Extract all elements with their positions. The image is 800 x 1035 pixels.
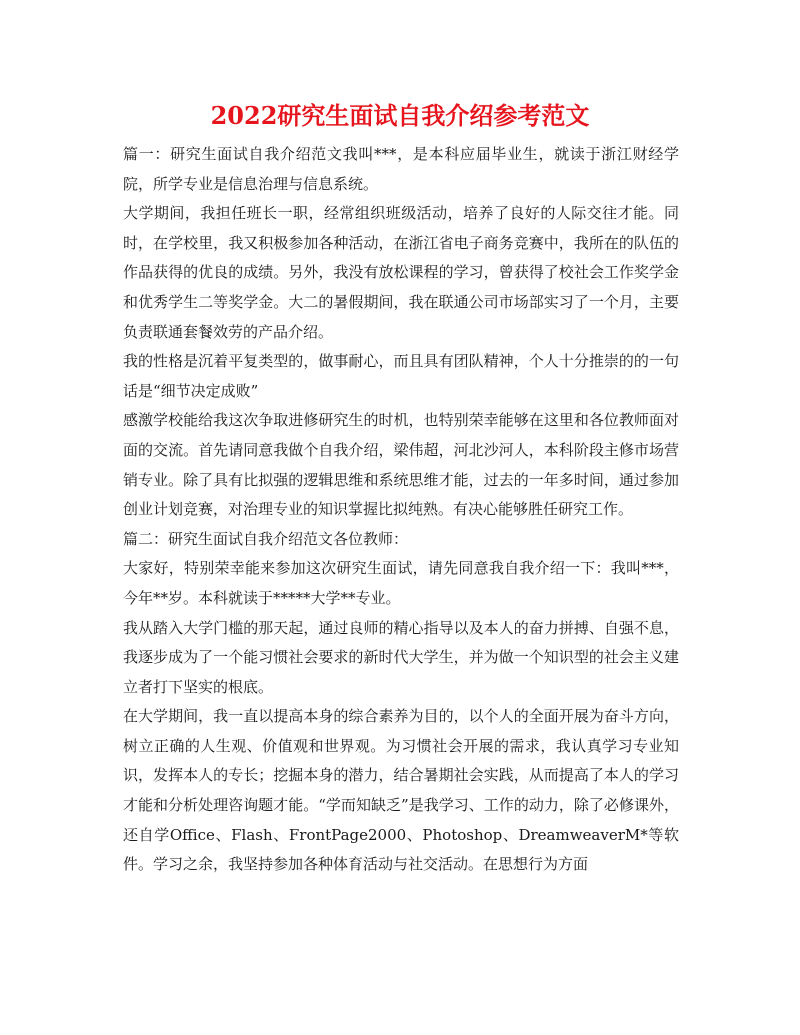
paragraph-4: 感激学校能给我这次争取进修研究生的时机，也特别荣幸能够在这里和各位教师面对面的交流。首先请同意我做个自我介绍，梁伟超，河北沙河人，本科阶段主修市场营销专业。除了具有比拟强的逻辑思维和系统思维才能，过去的一年多时间，通过参加创业计划竞赛，对治理专业的知识掌握比拟纯熟。有决心能够胜任研究工作。 (123, 411, 679, 519)
paragraph-3: 我的性格是沉着平复类型的，做事耐心，而且具有团队精神，个人十分推崇的的一句话是“细节决定成败” (123, 352, 679, 400)
paragraph-7: 我从踏入大学门槛的那天起，通过良师的精心指导以及本人的奋力拼搏、自强不息，我逐步成为了一个能习惯社会要求的新时代大学生，并为做一个知识型的社会主义建立者打下坚实的根底。 (123, 618, 679, 696)
paragraph-1: 篇一：研究生面试自我介绍范文我叫***，是本科应届毕业生，就读于浙江财经学院，所学专业是信息治理与信息系统。 (123, 145, 679, 193)
document-title: 2022研究生面试自我介绍参考范文 (210, 101, 590, 130)
paragraph-8: 在大学期间，我一直以提高本身的综合素养为目的，以个人的全面开展为奋斗方向，树立正确的人生观、价值观和世界观。为习惯社会开展的需求，我认真学习专业知识，发挥本人的专长；挖掘本身的潜力，结合暑期社会实践，从而提高了本人的学习才能和分析处理咨询题才能。“学而知缺乏”是我学习、工作的动力，除了必修课外，还自学Office、Flash、FrontPage2000、Photoshop、DreamweaverM*等软件。学习之余，我坚持参加各种体育活动与社交活动。在思想行为方面 (123, 707, 679, 874)
paragraph-5: 篇二：研究生面试自我介绍范文各位教师： (123, 529, 409, 548)
paragraph-6: 大家好，特别荣幸能来参加这次研究生面试，请先同意我自我介绍一下：我叫***，今年**岁。本科就读于*****大学**专业。 (123, 559, 679, 607)
document-body (123, 140, 679, 880)
paragraph-2: 大学期间，我担任班长一职，经常组织班级活动，培养了良好的人际交往才能。同时，在学校里，我又积极参加各种活动，在浙江省电子商务竞赛中，我所在的队伍的作品获得的优良的成绩。另外，我没有放松课程的学习，曾获得了校社会工作奖学金和优秀学生二等奖学金。大二的暑假期间，我在联通公司市场部实习了一个月，主要负责联通套餐效劳的产品介绍。 (123, 204, 679, 341)
